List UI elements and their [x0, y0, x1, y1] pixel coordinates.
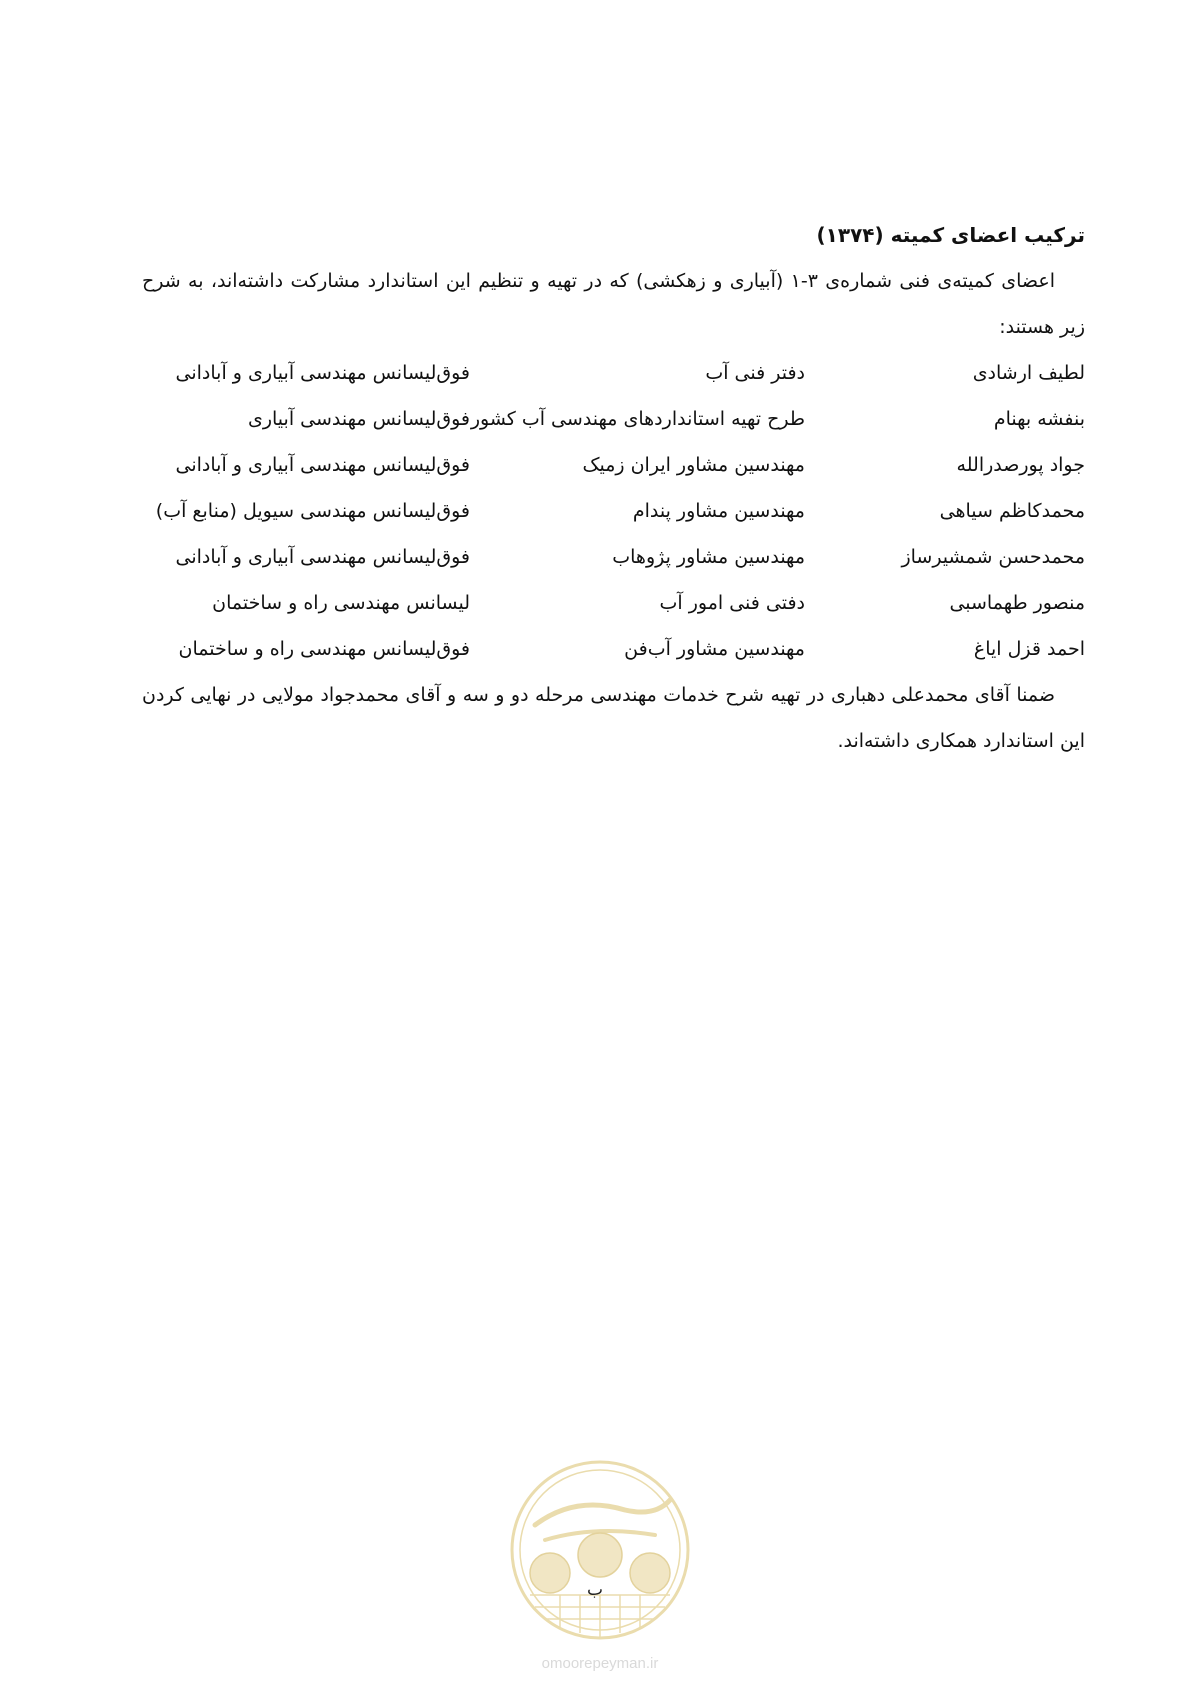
member-organization: مهندسین مشاور آب‌فن	[624, 638, 805, 660]
member-name: لطیف ارشادی	[972, 362, 1085, 384]
members-table	[142, 350, 1085, 672]
intro-paragraph: اعضای کمیته‌ی فنی شماره‌ی ۳-۱ (آبیاری و زهکشی) که در تهیه و تنظیم این استاندارد مشارکت داشته‌اند، به شرح زیر هستند:	[142, 270, 1085, 338]
member-name: محمدکاظم سیاهی	[939, 500, 1085, 522]
member-row	[142, 396, 1085, 442]
member-name: احمد قزل ایاغ	[973, 638, 1085, 660]
member-row	[142, 626, 1085, 672]
member-name: بنفشه بهنام	[993, 408, 1085, 430]
document-content	[142, 212, 1085, 764]
member-name: جواد پورصدرالله	[956, 454, 1085, 476]
member-degree: فوق‌لیسانس مهندسی آبیاری و آبادانی	[175, 362, 470, 384]
member-row	[142, 580, 1085, 626]
member-organization: مهندسین مشاور ایران زمیک	[582, 454, 805, 476]
closing-paragraph: ضمنا آقای محمدعلی دهباری در تهیه شرح خدمات مهندسی مرحله دو و سه و آقای محمدجواد مولایی در نهایی کردن این استاندارد همکاری داشته‌اند.	[142, 684, 1085, 752]
member-degree: فوق‌لیسانس مهندسی آبیاری و آبادانی	[175, 546, 470, 568]
page-number: ب	[586, 1580, 603, 1600]
member-row	[142, 488, 1085, 534]
member-row	[142, 350, 1085, 396]
watermark-site-text: omoorepeyman.ir	[541, 1655, 659, 1672]
member-name: محمدحسن شمشیرساز	[901, 546, 1085, 568]
member-degree: فوق‌لیسانس مهندسی آبیاری	[247, 408, 470, 430]
member-row	[142, 534, 1085, 580]
member-organization: دفتی فنی امور آب	[659, 592, 805, 614]
member-organization: دفتر فنی آب	[705, 362, 805, 384]
watermark-logo-icon	[505, 1455, 695, 1645]
member-degree: فوق‌لیسانس مهندسی آبیاری و آبادانی	[175, 454, 470, 476]
member-organization: مهندسین مشاور پندام	[632, 500, 805, 522]
member-degree: لیسانس مهندسی راه و ساختمان	[212, 592, 470, 614]
section-title: ترکیب اعضای کمیته (۱۳۷۴)	[816, 223, 1085, 247]
member-organization: طرح تهیه استانداردهای مهندسی آب کشور	[470, 408, 805, 430]
member-degree: فوق‌لیسانس مهندسی سیویل (منابع آب)	[155, 500, 470, 522]
member-name: منصور طهماسبی	[949, 592, 1085, 614]
member-organization: مهندسین مشاور پژوهاب	[612, 546, 805, 568]
member-degree: فوق‌لیسانس مهندسی راه و ساختمان	[178, 638, 470, 660]
member-row	[142, 442, 1085, 488]
